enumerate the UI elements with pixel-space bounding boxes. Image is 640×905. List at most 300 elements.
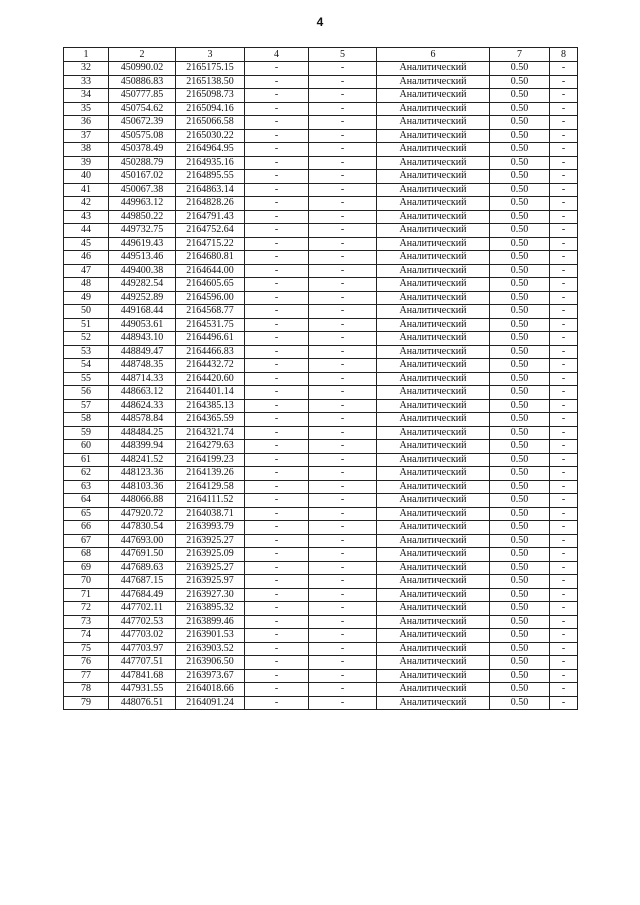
header-col-6: 6: [377, 48, 490, 62]
cell-col-5: -: [309, 156, 377, 170]
cell-point-number: 61: [64, 453, 109, 467]
cell-coord-x: 447702.53: [109, 615, 176, 629]
cell-coord-x: 448663.12: [109, 386, 176, 400]
cell-coord-y: 2163993.79: [176, 521, 245, 535]
cell-method: Аналитический: [377, 156, 490, 170]
cell-col-4: -: [245, 386, 309, 400]
cell-method: Аналитический: [377, 548, 490, 562]
cell-method: Аналитический: [377, 251, 490, 265]
cell-col-5: -: [309, 332, 377, 346]
table-row: [64, 548, 578, 562]
cell-method: Аналитический: [377, 561, 490, 575]
cell-col-5: -: [309, 318, 377, 332]
cell-coord-y: 2164964.95: [176, 143, 245, 157]
cell-coord-x: 447693.00: [109, 534, 176, 548]
cell-col-8: -: [550, 656, 578, 670]
cell-method: Аналитический: [377, 359, 490, 373]
cell-point-number: 62: [64, 467, 109, 481]
table-row: [64, 372, 578, 386]
cell-coord-y: 2165175.15: [176, 62, 245, 76]
cell-coord-y: 2163925.27: [176, 534, 245, 548]
cell-accuracy: 0.50: [490, 197, 550, 211]
cell-method: Аналитический: [377, 588, 490, 602]
cell-col-4: -: [245, 62, 309, 76]
header-col-1: 1: [64, 48, 109, 62]
table-row: [64, 102, 578, 116]
cell-col-4: -: [245, 426, 309, 440]
header-col-4: 4: [245, 48, 309, 62]
table-row: [64, 669, 578, 683]
cell-col-5: -: [309, 440, 377, 454]
cell-col-5: -: [309, 467, 377, 481]
cell-method: Аналитический: [377, 183, 490, 197]
table-row: [64, 615, 578, 629]
cell-point-number: 70: [64, 575, 109, 589]
cell-method: Аналитический: [377, 399, 490, 413]
cell-col-8: -: [550, 507, 578, 521]
cell-col-8: -: [550, 197, 578, 211]
cell-method: Аналитический: [377, 62, 490, 76]
cell-coord-x: 448484.25: [109, 426, 176, 440]
cell-coord-y: 2164321.74: [176, 426, 245, 440]
cell-point-number: 57: [64, 399, 109, 413]
cell-col-4: -: [245, 264, 309, 278]
cell-col-8: -: [550, 62, 578, 76]
cell-col-5: -: [309, 75, 377, 89]
cell-point-number: 39: [64, 156, 109, 170]
cell-point-number: 55: [64, 372, 109, 386]
table-row: [64, 170, 578, 184]
cell-coord-y: 2165138.50: [176, 75, 245, 89]
cell-coord-x: 447687.15: [109, 575, 176, 589]
cell-coord-x: 449168.44: [109, 305, 176, 319]
cell-method: Аналитический: [377, 629, 490, 643]
cell-coord-x: 449053.61: [109, 318, 176, 332]
cell-accuracy: 0.50: [490, 467, 550, 481]
table-row: [64, 696, 578, 710]
cell-point-number: 73: [64, 615, 109, 629]
cell-col-5: -: [309, 521, 377, 535]
table-row: [64, 440, 578, 454]
cell-method: Аналитический: [377, 426, 490, 440]
cell-col-5: -: [309, 89, 377, 103]
table-row: [64, 89, 578, 103]
cell-coord-x: 448241.52: [109, 453, 176, 467]
cell-coord-y: 2164531.75: [176, 318, 245, 332]
table-row: [64, 521, 578, 535]
cell-coord-y: 2164828.26: [176, 197, 245, 211]
cell-accuracy: 0.50: [490, 129, 550, 143]
header-col-3: 3: [176, 48, 245, 62]
cell-col-5: -: [309, 170, 377, 184]
cell-coord-y: 2163925.27: [176, 561, 245, 575]
cell-coord-y: 2164139.26: [176, 467, 245, 481]
cell-point-number: 69: [64, 561, 109, 575]
cell-coord-x: 448943.10: [109, 332, 176, 346]
cell-col-5: -: [309, 237, 377, 251]
table-row: [64, 156, 578, 170]
cell-accuracy: 0.50: [490, 534, 550, 548]
cell-coord-x: 447703.97: [109, 642, 176, 656]
cell-col-4: -: [245, 359, 309, 373]
cell-col-4: -: [245, 521, 309, 535]
cell-accuracy: 0.50: [490, 413, 550, 427]
cell-coord-y: 2164895.55: [176, 170, 245, 184]
cell-method: Аналитический: [377, 305, 490, 319]
cell-accuracy: 0.50: [490, 291, 550, 305]
cell-col-8: -: [550, 521, 578, 535]
cell-coord-y: 2164644.00: [176, 264, 245, 278]
cell-col-8: -: [550, 683, 578, 697]
header-col-5: 5: [309, 48, 377, 62]
cell-coord-y: 2164199.23: [176, 453, 245, 467]
cell-col-5: -: [309, 494, 377, 508]
cell-col-8: -: [550, 345, 578, 359]
cell-coord-y: 2164605.65: [176, 278, 245, 292]
table-row: [64, 318, 578, 332]
cell-accuracy: 0.50: [490, 278, 550, 292]
cell-col-4: -: [245, 170, 309, 184]
cell-coord-x: 449252.89: [109, 291, 176, 305]
cell-accuracy: 0.50: [490, 89, 550, 103]
cell-col-5: -: [309, 102, 377, 116]
cell-coord-x: 448624.33: [109, 399, 176, 413]
cell-method: Аналитический: [377, 224, 490, 238]
table-row: [64, 507, 578, 521]
cell-col-4: -: [245, 116, 309, 130]
cell-accuracy: 0.50: [490, 453, 550, 467]
cell-point-number: 60: [64, 440, 109, 454]
cell-method: Аналитический: [377, 413, 490, 427]
cell-coord-x: 447691.50: [109, 548, 176, 562]
cell-col-8: -: [550, 669, 578, 683]
cell-coord-y: 2163899.46: [176, 615, 245, 629]
cell-method: Аналитический: [377, 480, 490, 494]
cell-col-8: -: [550, 548, 578, 562]
cell-coord-x: 450378.49: [109, 143, 176, 157]
cell-accuracy: 0.50: [490, 305, 550, 319]
cell-col-5: -: [309, 602, 377, 616]
cell-col-8: -: [550, 116, 578, 130]
cell-coord-x: 450777.85: [109, 89, 176, 103]
cell-col-4: -: [245, 143, 309, 157]
cell-col-8: -: [550, 183, 578, 197]
cell-coord-y: 2164401.14: [176, 386, 245, 400]
cell-col-5: -: [309, 561, 377, 575]
cell-accuracy: 0.50: [490, 494, 550, 508]
cell-method: Аналитический: [377, 264, 490, 278]
cell-col-8: -: [550, 534, 578, 548]
cell-col-4: -: [245, 656, 309, 670]
cell-col-4: -: [245, 399, 309, 413]
cell-col-8: -: [550, 332, 578, 346]
cell-coord-x: 449963.12: [109, 197, 176, 211]
cell-point-number: 59: [64, 426, 109, 440]
cell-coord-y: 2164596.00: [176, 291, 245, 305]
cell-method: Аналитический: [377, 534, 490, 548]
cell-coord-x: 450990.02: [109, 62, 176, 76]
cell-coord-y: 2164496.61: [176, 332, 245, 346]
cell-method: Аналитический: [377, 237, 490, 251]
cell-coord-y: 2164279.63: [176, 440, 245, 454]
cell-accuracy: 0.50: [490, 170, 550, 184]
cell-col-4: -: [245, 332, 309, 346]
cell-col-8: -: [550, 89, 578, 103]
cell-coord-y: 2165094.16: [176, 102, 245, 116]
cell-point-number: 51: [64, 318, 109, 332]
cell-coord-x: 449513.46: [109, 251, 176, 265]
cell-method: Аналитический: [377, 291, 490, 305]
cell-col-8: -: [550, 264, 578, 278]
cell-coord-x: 448578.84: [109, 413, 176, 427]
cell-point-number: 44: [64, 224, 109, 238]
cell-coord-x: 449732.75: [109, 224, 176, 238]
cell-accuracy: 0.50: [490, 318, 550, 332]
cell-coord-x: 447830.54: [109, 521, 176, 535]
cell-point-number: 36: [64, 116, 109, 130]
cell-col-8: -: [550, 426, 578, 440]
cell-point-number: 66: [64, 521, 109, 535]
cell-accuracy: 0.50: [490, 332, 550, 346]
cell-point-number: 34: [64, 89, 109, 103]
cell-col-4: -: [245, 305, 309, 319]
cell-col-5: -: [309, 129, 377, 143]
cell-col-8: -: [550, 467, 578, 481]
cell-point-number: 50: [64, 305, 109, 319]
table-row: [64, 183, 578, 197]
cell-coord-x: 448066.88: [109, 494, 176, 508]
table-row: [64, 345, 578, 359]
cell-accuracy: 0.50: [490, 629, 550, 643]
table-row: [64, 413, 578, 427]
cell-method: Аналитический: [377, 575, 490, 589]
cell-accuracy: 0.50: [490, 602, 550, 616]
cell-col-4: -: [245, 588, 309, 602]
table-row: [64, 588, 578, 602]
cell-col-8: -: [550, 413, 578, 427]
cell-point-number: 56: [64, 386, 109, 400]
cell-accuracy: 0.50: [490, 372, 550, 386]
cell-col-8: -: [550, 278, 578, 292]
cell-method: Аналитический: [377, 615, 490, 629]
cell-coord-y: 2164018.66: [176, 683, 245, 697]
cell-col-5: -: [309, 143, 377, 157]
cell-col-5: -: [309, 548, 377, 562]
cell-col-5: -: [309, 386, 377, 400]
cell-accuracy: 0.50: [490, 224, 550, 238]
table-row: [64, 143, 578, 157]
cell-coord-x: 447841.68: [109, 669, 176, 683]
cell-col-5: -: [309, 656, 377, 670]
page-number: 4: [316, 15, 324, 29]
cell-accuracy: 0.50: [490, 575, 550, 589]
cell-coord-y: 2164038.71: [176, 507, 245, 521]
cell-method: Аналитический: [377, 75, 490, 89]
table-row: [64, 116, 578, 130]
cell-method: Аналитический: [377, 467, 490, 481]
cell-point-number: 47: [64, 264, 109, 278]
cell-coord-y: 2163901.53: [176, 629, 245, 643]
cell-point-number: 78: [64, 683, 109, 697]
table-row: [64, 210, 578, 224]
cell-coord-y: 2164129.58: [176, 480, 245, 494]
cell-col-5: -: [309, 264, 377, 278]
table-row: [64, 399, 578, 413]
cell-method: Аналитический: [377, 210, 490, 224]
cell-col-5: -: [309, 413, 377, 427]
cell-col-4: -: [245, 534, 309, 548]
cell-col-4: -: [245, 183, 309, 197]
cell-accuracy: 0.50: [490, 75, 550, 89]
cell-col-4: -: [245, 318, 309, 332]
cell-coord-y: 2164091.24: [176, 696, 245, 710]
cell-col-8: -: [550, 291, 578, 305]
cell-point-number: 58: [64, 413, 109, 427]
table-row: [64, 480, 578, 494]
cell-col-5: -: [309, 305, 377, 319]
cell-col-5: -: [309, 372, 377, 386]
table-row: [64, 629, 578, 643]
cell-col-5: -: [309, 642, 377, 656]
cell-col-8: -: [550, 440, 578, 454]
cell-col-5: -: [309, 345, 377, 359]
cell-col-5: -: [309, 575, 377, 589]
cell-point-number: 76: [64, 656, 109, 670]
cell-coord-y: 2164432.72: [176, 359, 245, 373]
header-col-7: 7: [490, 48, 550, 62]
table-row: [64, 129, 578, 143]
cell-method: Аналитический: [377, 696, 490, 710]
cell-accuracy: 0.50: [490, 669, 550, 683]
cell-coord-x: 449619.43: [109, 237, 176, 251]
cell-method: Аналитический: [377, 602, 490, 616]
cell-point-number: 63: [64, 480, 109, 494]
cell-coord-y: 2165098.73: [176, 89, 245, 103]
cell-method: Аналитический: [377, 318, 490, 332]
cell-col-8: -: [550, 359, 578, 373]
cell-method: Аналитический: [377, 143, 490, 157]
cell-col-4: -: [245, 440, 309, 454]
cell-coord-x: 447707.51: [109, 656, 176, 670]
cell-col-4: -: [245, 345, 309, 359]
cell-coord-y: 2163973.67: [176, 669, 245, 683]
cell-coord-x: 448748.35: [109, 359, 176, 373]
cell-method: Аналитический: [377, 278, 490, 292]
cell-point-number: 38: [64, 143, 109, 157]
cell-method: Аналитический: [377, 116, 490, 130]
cell-point-number: 65: [64, 507, 109, 521]
cell-method: Аналитический: [377, 102, 490, 116]
cell-point-number: 75: [64, 642, 109, 656]
cell-col-5: -: [309, 480, 377, 494]
cell-point-number: 46: [64, 251, 109, 265]
cell-coord-x: 447689.63: [109, 561, 176, 575]
cell-method: Аналитический: [377, 89, 490, 103]
cell-col-5: -: [309, 359, 377, 373]
cell-col-8: -: [550, 75, 578, 89]
cell-col-4: -: [245, 480, 309, 494]
cell-coord-y: 2164420.60: [176, 372, 245, 386]
cell-accuracy: 0.50: [490, 399, 550, 413]
table-header-row: [64, 48, 578, 62]
cell-point-number: 64: [64, 494, 109, 508]
cell-col-5: -: [309, 291, 377, 305]
coordinates-table: [63, 47, 578, 710]
cell-method: Аналитический: [377, 440, 490, 454]
cell-coord-x: 448123.36: [109, 467, 176, 481]
cell-point-number: 42: [64, 197, 109, 211]
cell-col-4: -: [245, 224, 309, 238]
cell-col-4: -: [245, 413, 309, 427]
cell-col-8: -: [550, 696, 578, 710]
cell-accuracy: 0.50: [490, 237, 550, 251]
cell-col-8: -: [550, 561, 578, 575]
cell-col-8: -: [550, 210, 578, 224]
cell-col-5: -: [309, 588, 377, 602]
cell-coord-y: 2164568.77: [176, 305, 245, 319]
cell-col-4: -: [245, 467, 309, 481]
cell-col-8: -: [550, 575, 578, 589]
cell-coord-x: 449400.38: [109, 264, 176, 278]
cell-accuracy: 0.50: [490, 561, 550, 575]
cell-point-number: 67: [64, 534, 109, 548]
table-body: [64, 62, 578, 710]
cell-coord-y: 2163895.32: [176, 602, 245, 616]
cell-col-5: -: [309, 116, 377, 130]
cell-point-number: 79: [64, 696, 109, 710]
cell-col-4: -: [245, 669, 309, 683]
cell-accuracy: 0.50: [490, 683, 550, 697]
cell-accuracy: 0.50: [490, 143, 550, 157]
cell-accuracy: 0.50: [490, 345, 550, 359]
cell-coord-x: 447702.11: [109, 602, 176, 616]
cell-col-8: -: [550, 237, 578, 251]
cell-coord-x: 447931.55: [109, 683, 176, 697]
cell-coord-x: 448714.33: [109, 372, 176, 386]
cell-col-8: -: [550, 305, 578, 319]
cell-point-number: 53: [64, 345, 109, 359]
cell-col-4: -: [245, 629, 309, 643]
cell-point-number: 77: [64, 669, 109, 683]
cell-col-8: -: [550, 372, 578, 386]
cell-col-4: -: [245, 453, 309, 467]
cell-col-5: -: [309, 224, 377, 238]
table-row: [64, 264, 578, 278]
cell-col-5: -: [309, 669, 377, 683]
cell-col-4: -: [245, 494, 309, 508]
cell-accuracy: 0.50: [490, 548, 550, 562]
table-row: [64, 251, 578, 265]
cell-coord-x: 449282.54: [109, 278, 176, 292]
cell-coord-y: 2163906.50: [176, 656, 245, 670]
cell-col-4: -: [245, 210, 309, 224]
cell-method: Аналитический: [377, 521, 490, 535]
cell-accuracy: 0.50: [490, 359, 550, 373]
cell-coord-y: 2163903.52: [176, 642, 245, 656]
cell-accuracy: 0.50: [490, 642, 550, 656]
cell-method: Аналитический: [377, 669, 490, 683]
cell-col-8: -: [550, 642, 578, 656]
cell-coord-y: 2164935.16: [176, 156, 245, 170]
cell-point-number: 49: [64, 291, 109, 305]
cell-coord-x: 448849.47: [109, 345, 176, 359]
table-row: [64, 75, 578, 89]
cell-col-4: -: [245, 156, 309, 170]
cell-col-5: -: [309, 696, 377, 710]
cell-col-4: -: [245, 372, 309, 386]
cell-col-5: -: [309, 278, 377, 292]
cell-coord-y: 2165066.58: [176, 116, 245, 130]
